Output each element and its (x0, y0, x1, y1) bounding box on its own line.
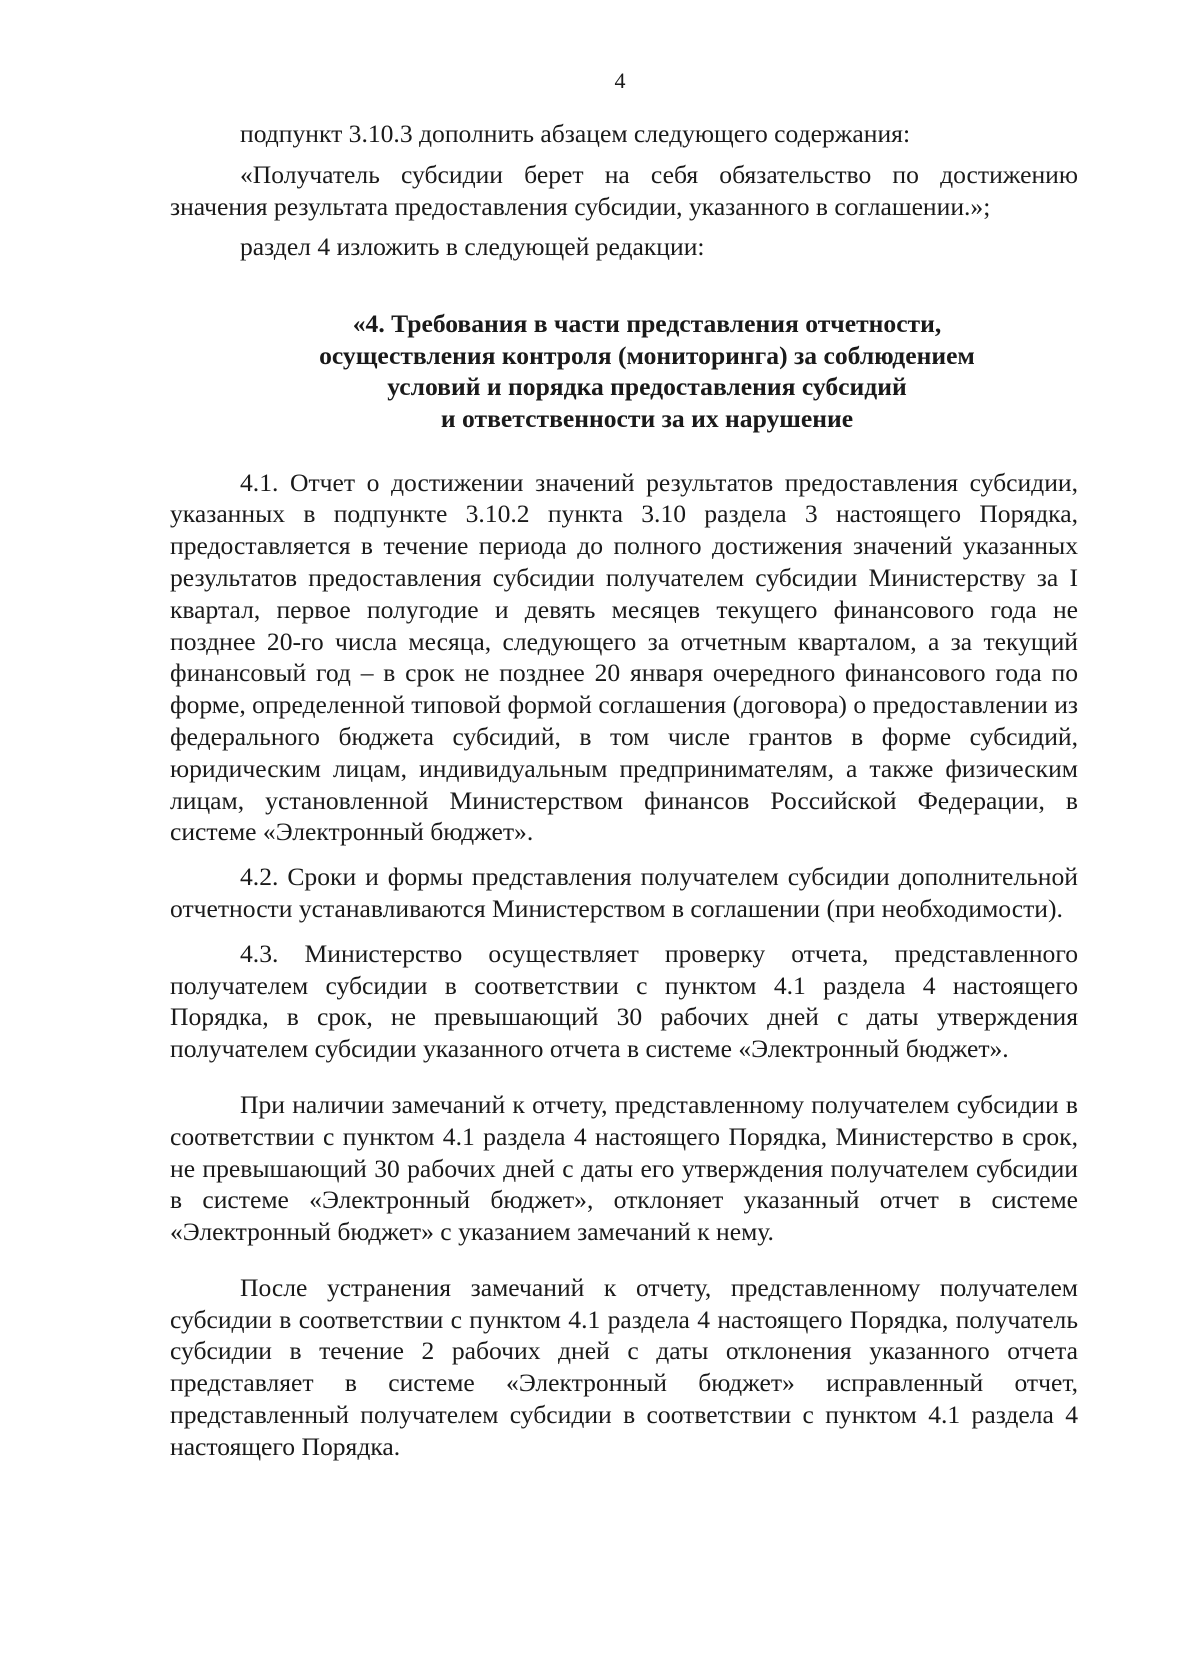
paragraph-remarks: При наличии замечаний к отчету, представленному получателем субсидии в соответствии с пунктом 4.1 раздела 4 настоящего Порядка, Министерство в срок, не превышающий 30 рабочих дней с даты его утверждения получателем субсидии в системе «Электронный бюджет», отклоняет указанный отчет в системе «Электронный бюджет» с указанием замечаний к нему. (170, 1089, 1078, 1247)
paragraph-4-3: 4.3. Министерство осуществляет проверку отчета, представленного получателем субсидии в соответствии с пунктом 4.1 раздела 4 настоящего Порядка, в срок, не превышающий 30 рабочих дней с даты утверждения получателем субсидии указанного отчета в системе «Электронный бюджет». (170, 938, 1078, 1064)
section-4-heading-line: осуществления контроля (мониторинга) за соблюдением (319, 340, 975, 370)
paragraph-4-2: 4.2. Сроки и формы представления получателем субсидии дополнительной отчетности устанавливаются Министерством в соглашении (при необходимости). (170, 862, 1078, 923)
paragraph-quote-obligation: «Получатель субсидии берет на себя обязательство по достижению значения результата предоставления субсидии, указанного в соглашении.»; (170, 159, 1078, 221)
paragraph-amend-3-10-3: подпункт 3.10.3 дополнить абзацем следующего содержания: (240, 119, 911, 148)
section-4-heading-line: условий и порядка предоставления субсидий (387, 372, 907, 402)
paragraph-section-4-intro: раздел 4 изложить в следующей редакции: (240, 232, 705, 262)
paragraph-4-1: 4.1. Отчет о достижении значений результатов предоставления субсидии, указанных в подпункте 3.10.2 пункта 3.10 раздела 3 настоящего Порядка, предоставляется в течение периода до полного достижения значений указанных результатов предоставления субсидии получателем субсидии Министерству за I квартал, первое полугодие и девять месяцев текущего финансового года не позднее 20-го числа месяца, следующего за отчетным кварталом, а за текущий финансовый год – в срок не позднее 20 января очередного финансового года по форме, определенной типовой формой соглашения (договора) о предоставлении из федерального бюджета субсидий, в том числе грантов в форме субсидий, юридическим лицам, индивидуальным предпринимателям, а также физическим лицам, установленной Министерством финансов Российской Федерации, в системе «Электронный бюджет». (170, 467, 1078, 847)
section-4-heading-line: и ответственности за их нарушение (440, 403, 854, 433)
paragraph-after-remarks: После устранения замечаний к отчету, представленному получателем субсидии в соответствии с пунктом 4.1 раздела 4 настоящего Порядка, получатель субсидии в течение 2 рабочих дней с даты отклонения указанного отчета представляет в системе «Электронный бюджет» исправленный отчет, представленный получателем субсидии в соответствии с пунктом 4.1 раздела 4 настоящего Порядка. (170, 1272, 1078, 1461)
section-4-heading (170, 308, 1078, 434)
page-number: 4 (614, 68, 626, 93)
section-4-heading-line: «4. Требования в части представления отчетности, (352, 309, 942, 339)
document-body (170, 118, 1078, 1463)
